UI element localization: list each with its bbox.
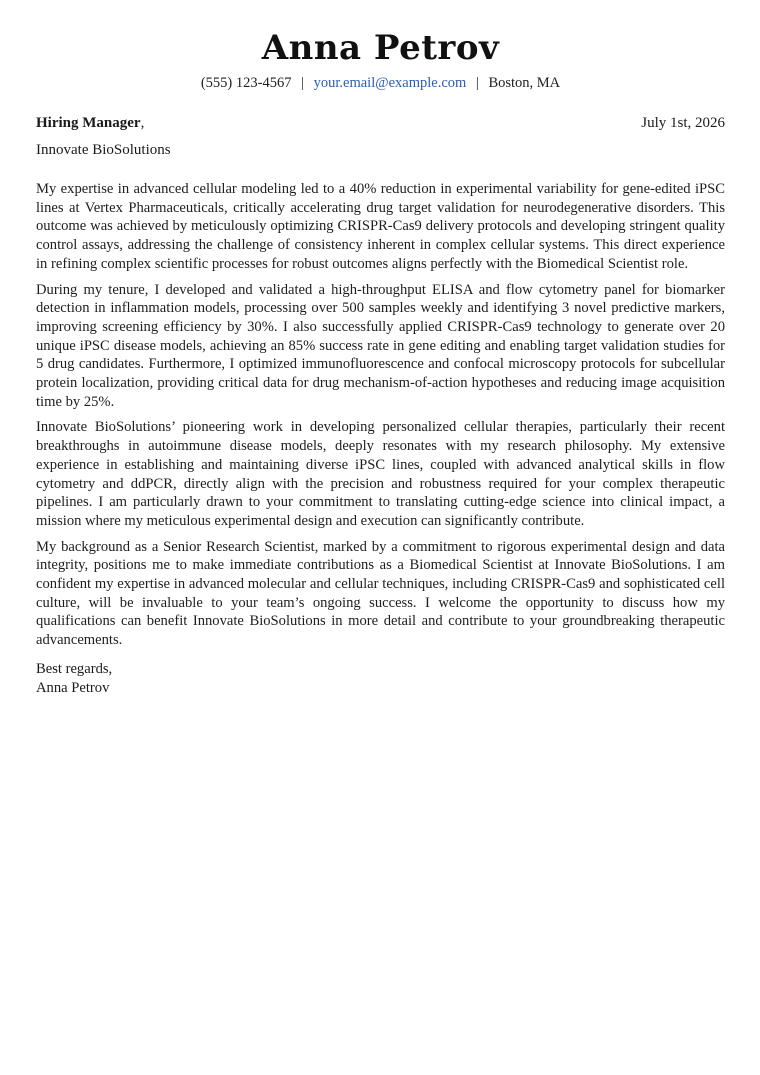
letter-closing — [36, 660, 725, 697]
recipient-name: Hiring Manager — [36, 115, 141, 131]
body-paragraph: Innovate BioSolutions’ pioneering work in developing personalized cellular therapies, particularly their recent breakthroughs in autoimmune disease models, deeply resonates with my research philosophy. My extensive experience in establishing and maintaining diverse iPSC lines, coupled with advanced analytical skills in flow cytometry and ddPCR, directly align with the precision and robustness required for your complex therapeutic pipelines. I am particularly drawn to your commitment to translating cutting-edge science into clinical impact, a mission where my meticulous experimental design and execution can significantly contribute. — [36, 419, 725, 529]
cover-letter-page — [36, 28, 725, 697]
separator: | — [475, 75, 479, 91]
salutation — [36, 114, 144, 132]
email-link[interactable]: your.email@example.com — [313, 75, 467, 91]
location: Boston, MA — [488, 75, 561, 91]
signature: Anna Petrov — [36, 679, 110, 696]
salutation-row — [36, 114, 725, 132]
recipient-company: Innovate BioSolutions — [36, 142, 171, 158]
letter-date: July 1st, 2026 — [641, 115, 725, 131]
contact-line — [36, 74, 725, 92]
salutation-punctuation: , — [140, 115, 145, 131]
separator: | — [301, 75, 304, 91]
phone-number: (555) 123-4567 — [200, 75, 292, 91]
applicant-name: Anna Petrov — [261, 28, 500, 68]
valediction: Best regards, — [36, 660, 113, 677]
body-paragraph: My background as a Senior Research Scientist, marked by a commitment to rigorous experimental design and data integrity, positions me to make immediate contributions as a Biomedical Scientist at Innovate BioSolutions. I am confident my expertise in advanced molecular and cellular techniques, including CRISPR-Cas9 and sophisticated cell culture, will be invaluable to your team’s ongoing success. I welcome the opportunity to discuss how my qualifications can benefit Innovate BioSolutions in more detail and contribute to your groundbreaking therapeutic advancements. — [36, 538, 725, 649]
letter-body — [36, 180, 725, 650]
body-paragraph: My expertise in advanced cellular modeling led to a 40% reduction in experimental variability for gene-edited iPSC lines at Vertex Pharmaceuticals, critically accelerating drug target validation for neurodegenerative disorders. This outcome was achieved by meticulously optimizing CRISPR-Cas9 delivery protocols and developing stringent quality control assays, addressing the challenge of consistency inherent in complex cellular systems. This direct experience in refining complex scientific processes for robust outcomes aligns perfectly with the Biomedical Scientist role. — [36, 181, 725, 272]
body-paragraph: During my tenure, I developed and validated a high-throughput ELISA and flow cytometry panel for biomarker detection in inflammation models, processing over 500 samples weekly and identifying 3 novel predictive markers, improving screening efficiency by 30%. I also successfully applied CRISPR-Cas9 technology to generate over 20 unique iPSC disease models, achieving an 85% success rate in gene editing and enabling target validation studies for 5 drug candidates. Furthermore, I optimized immunofluorescence and confocal microscopy protocols for subcellular protein localization, providing critical data for drug mechanism-of-action hypotheses and reducing image acquisition time by 25%. — [36, 281, 725, 410]
